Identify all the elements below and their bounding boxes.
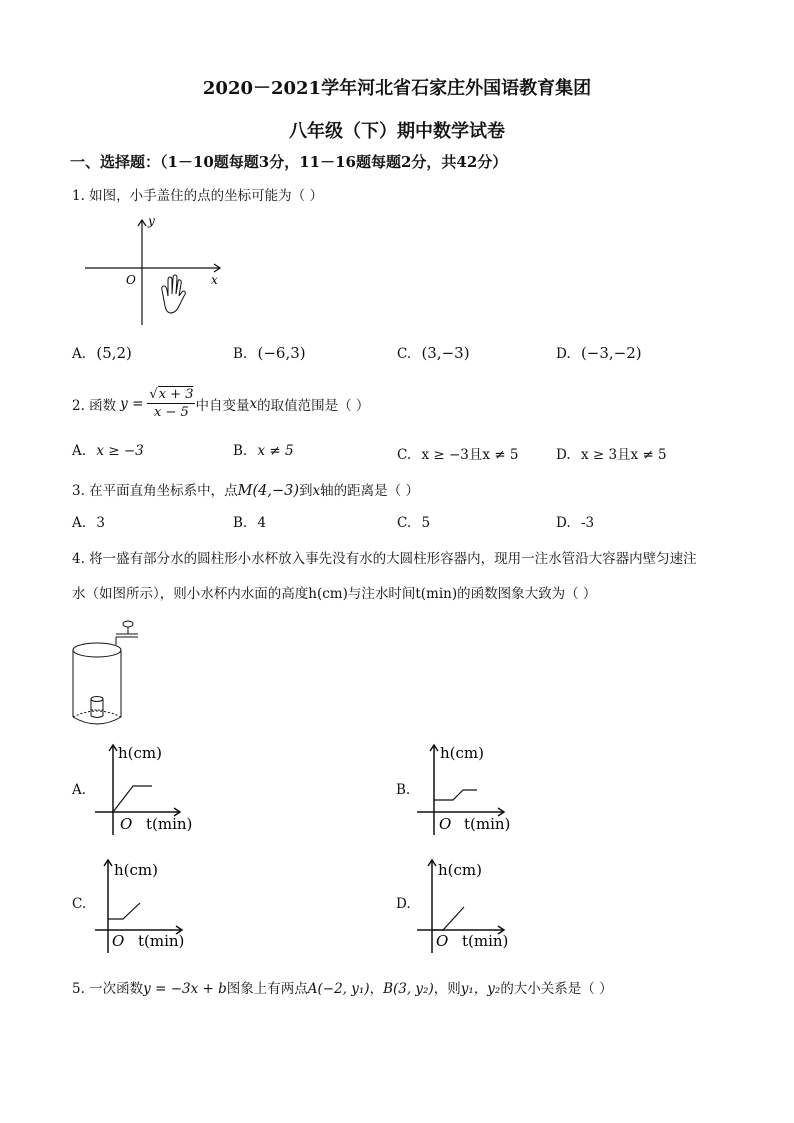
- q1-option-c-letter: C.: [397, 346, 412, 362]
- q2-option-c[interactable]: [397, 443, 518, 463]
- q3-text-c: 轴的距离是（ ）: [320, 483, 419, 499]
- q2-option-a-letter: A.: [72, 443, 87, 459]
- q4-option-a-letter[interactable]: A.: [72, 782, 87, 798]
- q5-text-c: ，则: [433, 981, 461, 997]
- q4-d-y-label: h(cm): [438, 861, 482, 879]
- q2-middle: 中自变量: [195, 397, 250, 414]
- q2-option-c-value: x ≥ −3且x ≠ 5: [421, 447, 519, 463]
- q5-text-d: 的大小关系是（ ）: [500, 981, 613, 997]
- q3-option-b-letter: B.: [233, 515, 248, 531]
- q2-option-d[interactable]: [556, 443, 667, 463]
- q2-var: x: [249, 395, 258, 412]
- q2-suffix: 的取值范围是（ ）: [257, 397, 370, 414]
- q2-option-a-value: x ≥ −3: [96, 443, 144, 459]
- q2-option-a[interactable]: [72, 443, 144, 459]
- q1-origin-label: O: [126, 273, 136, 287]
- q2-option-b[interactable]: [233, 443, 294, 459]
- title-line-2: 八年级（下）期中数学试卷: [289, 121, 505, 142]
- q4-line-1: 4. 将一盛有部分水的圆柱形小水杯放入事先没有水的大圆柱形容器内，现用一注水管沿大容器内壁匀速注: [72, 551, 697, 567]
- q3-option-a-letter: A.: [72, 515, 87, 531]
- q3-option-b-value: 4: [257, 515, 267, 531]
- q4-c-y-label: h(cm): [114, 861, 158, 879]
- q3-text-b: 到: [299, 483, 313, 499]
- q3-option-c[interactable]: [397, 515, 430, 531]
- q3-option-c-letter: C.: [397, 515, 412, 531]
- q2-option-b-letter: B.: [233, 443, 248, 459]
- q4-d-origin-label: O: [436, 932, 449, 950]
- q2-fraction: [147, 386, 195, 421]
- q4-container-figure: [70, 615, 160, 733]
- q3-option-d-letter: D.: [556, 515, 571, 531]
- title-line-1: 2020－2021学年河北省石家庄外国语教育集团: [202, 78, 592, 99]
- q1-text: 1. 如图，小手盖住的点的坐标可能为（ ）: [72, 188, 323, 204]
- q1-option-c-value: (3,−3): [421, 344, 470, 362]
- q5-point-a: A(−2, y₁): [307, 981, 370, 997]
- q4-d-x-label: t(min): [462, 932, 509, 950]
- q3-text: [72, 479, 419, 499]
- q1-option-d-value: (−3,−2): [580, 344, 642, 362]
- q1-option-d-letter: D.: [556, 346, 571, 362]
- q1-option-b[interactable]: [233, 344, 306, 362]
- q2-denominator: x − 5: [154, 405, 189, 420]
- q4-b-x-label: t(min): [464, 815, 511, 833]
- q3-option-b[interactable]: [233, 515, 266, 531]
- q3-option-a[interactable]: [72, 515, 105, 531]
- q4-option-c-letter[interactable]: C.: [72, 896, 87, 912]
- q4-option-d-letter[interactable]: D.: [396, 896, 411, 912]
- q1-y-label: y: [148, 214, 155, 228]
- q4-c-x-label: t(min): [138, 932, 185, 950]
- q2-sqrt-symbol: √: [149, 387, 158, 402]
- q3-var: x: [312, 483, 321, 499]
- q5-text-a: 5. 一次函数: [72, 981, 144, 997]
- q4-option-c-graph: [90, 855, 210, 955]
- q4-option-b-graph: [412, 740, 532, 840]
- q5-point-b: B(3, y₂): [383, 981, 434, 997]
- q4-a-x-label: t(min): [146, 815, 193, 833]
- q5-text-b: 图象上有两点: [226, 981, 308, 997]
- q1-option-a-value: (5,2): [96, 344, 132, 362]
- q2-radicand: x + 3: [158, 387, 194, 402]
- q1-option-a[interactable]: [72, 344, 132, 362]
- q1-option-c[interactable]: [397, 344, 470, 362]
- q1-x-label: x: [211, 273, 218, 287]
- q5-text: [72, 977, 613, 997]
- section-heading: 一、选择题：（1－10题每题3分，11－16题每题2分，共42分）: [70, 153, 508, 171]
- q2-option-c-letter: C.: [397, 447, 412, 463]
- q1-coordinate-figure: [80, 210, 230, 330]
- q5-sep: ，: [369, 981, 384, 997]
- q1-option-b-letter: B.: [233, 346, 248, 362]
- q4-b-y-label: h(cm): [440, 744, 484, 762]
- q2-y-eq: y =: [120, 395, 144, 412]
- q1-option-b-value: (−6,3): [257, 344, 306, 362]
- q4-c-origin-label: O: [112, 932, 125, 950]
- q5-func: y = −3x + b: [143, 981, 227, 997]
- q2-option-d-letter: D.: [556, 447, 571, 463]
- q4-option-d-graph: [412, 855, 532, 955]
- q3-option-a-value: 3: [96, 515, 105, 531]
- q1-option-d[interactable]: [556, 344, 642, 362]
- q3-option-c-value: 5: [421, 515, 431, 531]
- q4-a-origin-label: O: [120, 815, 133, 833]
- q4-b-origin-label: O: [439, 815, 452, 833]
- q4-option-b-letter[interactable]: B.: [396, 782, 411, 798]
- q2-prefix: 2. 函数: [72, 397, 117, 414]
- hand-icon: [162, 275, 186, 313]
- q3-text-a: 3. 在平面直角坐标系中，点: [72, 483, 238, 499]
- q2-numerator: [147, 386, 195, 404]
- q3-option-d[interactable]: [556, 515, 594, 531]
- q5-vars: y₁，y₂: [460, 981, 501, 997]
- q3-point: M(4,−3): [237, 483, 300, 499]
- q1-option-a-letter: A.: [72, 346, 87, 362]
- q2-option-d-value: x ≥ 3且x ≠ 5: [580, 447, 667, 463]
- q3-option-d-value: -3: [580, 515, 595, 531]
- q4-line-2: 水（如图所示），则小水杯内水面的高度h(cm)与注水时间t(min)的函数图象大致为（ ）: [72, 586, 597, 602]
- q4-option-a-graph: [90, 740, 210, 840]
- q2-option-b-value: x ≠ 5: [257, 443, 294, 459]
- q2-text: [72, 386, 369, 421]
- q4-a-y-label: h(cm): [118, 744, 162, 762]
